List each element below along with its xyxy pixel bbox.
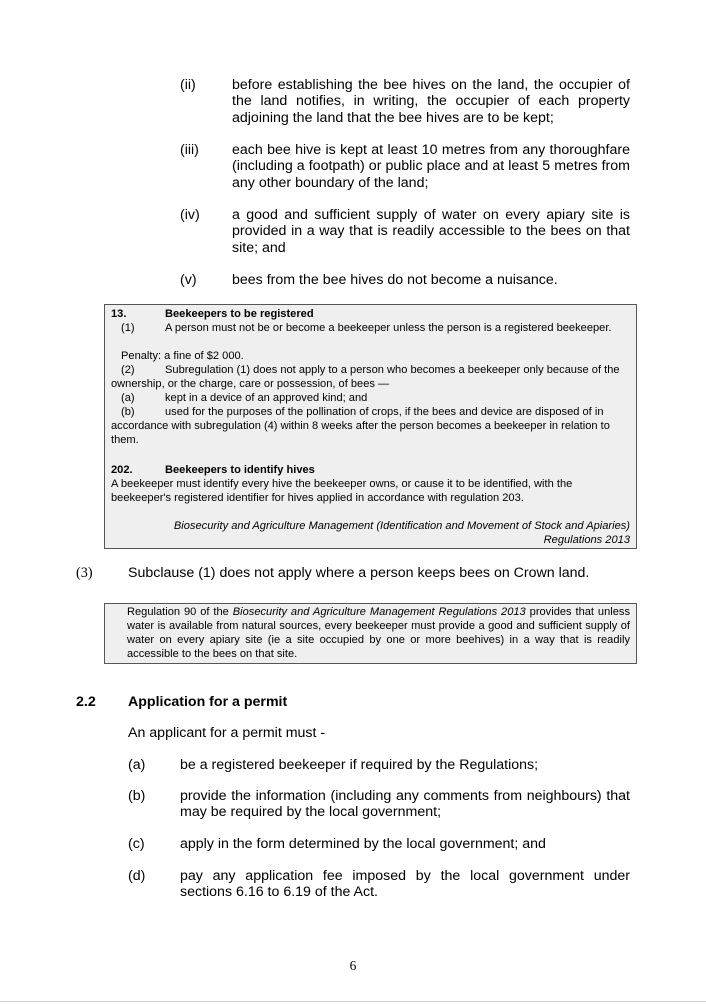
regulation-note-box <box>104 603 637 664</box>
reg202-title: Beekeepers to identify hives <box>165 464 315 476</box>
reg202-number: 202. <box>111 464 133 476</box>
regulation-extract-box <box>104 304 637 549</box>
item-b-body: used for the purposes of the pollination of crops, if the bees and device are disposed of in accordance with subregulation (4) within 8 weeks after the person becomes a beekeeper in relation to them. <box>111 406 610 447</box>
note-text-italic: Biosecurity and Agriculture Management Regulations 2013 <box>232 606 526 618</box>
requirement-label: (d) <box>128 868 146 884</box>
clause3-text: Subclause (1) does not apply where a person keeps bees on Crown land. <box>128 565 590 581</box>
page-bottom-rule <box>0 1001 706 1002</box>
source-citation-line2: Regulations 2013 <box>543 534 630 546</box>
subpara-text: bees from the bee hives do not become a nuisance. <box>232 272 558 288</box>
reg13-para2-body: Subregulation (1) does not apply to a person who becomes a beekeeper only because of the ownership, or the charge, care or possession, of bees — <box>111 364 620 391</box>
section-intro: An applicant for a permit must - <box>128 725 326 741</box>
reg13-para2-text <box>111 363 632 391</box>
note-text <box>127 605 630 661</box>
penalty-text: Penalty: a fine of $2 000. <box>121 350 244 362</box>
item-a-label: (a) <box>121 392 135 404</box>
source-citation-line1: Biosecurity and Agriculture Management (Identification and Movement of Stock and Apiaries) <box>173 520 630 532</box>
subpara-text: before establishing the bee hives on the land, the occupier of the land notifies, in writing, the occupier of each property adjoining the land that the bee hives are to be kept; <box>232 77 630 126</box>
subpara-text: a good and sufficient supply of water on every apiary site is provided in a way that is readily accessible to the bees on that site; and <box>232 207 630 256</box>
subpara-text: each bee hive is kept at least 10 metres from any thoroughfare (including a footpath) or public place and at least 5 metres from any other boundary of the land; <box>232 142 630 191</box>
requirement-label: (a) <box>128 757 146 773</box>
reg202-text: A beekeeper must identify every hive the beekeeper owns, or cause it to be identified, with the beekeeper's registered identifier for hives applied in accordance with regulation 203. <box>111 478 573 505</box>
reg13-number: 13. <box>111 308 127 320</box>
requirement-label: (b) <box>128 788 146 804</box>
subpara-label: (iii) <box>180 142 199 158</box>
section-title: Application for a permit <box>128 694 288 710</box>
subpara-label: (ii) <box>180 77 196 93</box>
note-text-post: provides that unless water is available from natural sources, every beekeeper must provide a good and sufficient supply of water on every apiary site (ie a site occupied by one or more beehives) in a way that is readily accessible to the bees on that site. <box>127 606 630 661</box>
reg13-para1-text <box>111 321 632 335</box>
reg13-para1-body: A person must not be or become a beekeeper unless the person is a registered beekeeper. <box>165 322 612 334</box>
subpara-label: (v) <box>180 272 197 288</box>
requirement-text: provide the information (including any comments from neighbours) that may be required by the local government; <box>180 788 630 821</box>
reg13-para2-number: (2) <box>121 364 135 376</box>
reg13-title: Beekeepers to be registered <box>165 308 314 320</box>
item-b-label: (b) <box>121 406 135 418</box>
item-a-text: kept in a device of an approved kind; and <box>165 392 368 404</box>
section-number: 2.2 <box>76 694 96 710</box>
page-number: 6 <box>349 958 357 973</box>
requirement-text: be a registered beekeeper if required by the Regulations; <box>180 757 539 773</box>
requirement-text: apply in the form determined by the local government; and <box>180 836 546 852</box>
subpara-label: (iv) <box>180 207 200 223</box>
item-b-text <box>111 405 632 447</box>
clause3-label: (3) <box>76 565 93 581</box>
note-text-pre: Regulation 90 of the <box>127 606 233 618</box>
requirement-text: pay any application fee imposed by the local government under sections 6.16 to 6.19 of the Act. <box>180 868 630 901</box>
reg13-para1-number: (1) <box>121 322 135 334</box>
requirement-label: (c) <box>128 836 145 852</box>
